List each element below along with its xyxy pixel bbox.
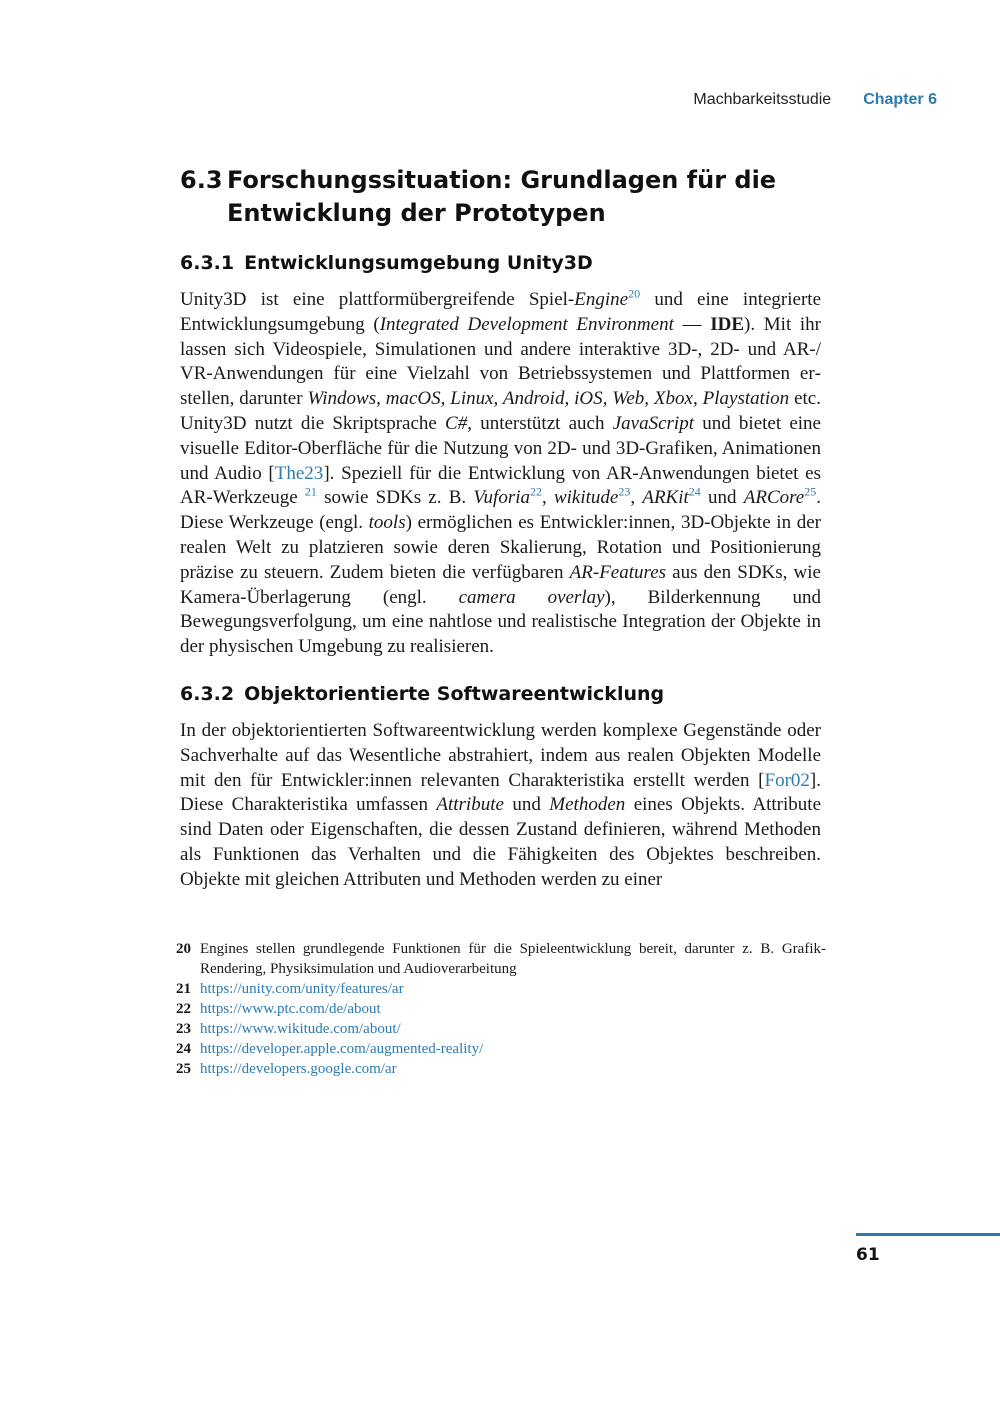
section-number: 6.3 bbox=[180, 166, 223, 194]
footnote-ref-21[interactable]: 21 bbox=[304, 485, 317, 500]
footnote-link-21[interactable]: https://unity.com/unity/features/ar bbox=[200, 981, 404, 997]
subsection-heading-632 bbox=[180, 681, 821, 707]
footnote-20: 20 Engines stellen grundlegende Funktionen für die Spieleentwicklung bereit, darunter z. B. Grafik-Rendering, Physiksimulation und Audioverarbeitung bbox=[176, 941, 826, 977]
footnote-ref-20[interactable]: 20 bbox=[628, 286, 641, 301]
footnote-25: 25 https://developers.google.com/ar bbox=[176, 1059, 826, 1079]
section-title-line2: Entwicklung der Prototypen bbox=[227, 199, 606, 227]
subsection-title: Entwicklungsumgebung Unity3D bbox=[244, 252, 593, 274]
header-section-title: Machbarkeitsstudie bbox=[693, 91, 832, 108]
citation-link-the23[interactable]: The23 bbox=[274, 462, 324, 484]
paragraph-unity3d: Unity3D ist eine plattformübergreifende Spiel-Engine$^{20}$ und eine integrierte Entwicklungsumgebung (Integrated Development Environment — IDE). Mit ihr lassen sich Videospiele, Simulationen und andere interaktive 3D-, 2D- und AR-/ VR-Anwendungen für eine Vielzahl von Betriebssystemen und Plattformen erstellen, darunter Windows, macOS, Linux, Android, iOS, Web, Xbox, Playstation etc. Unity3D nutzt die Skriptsprache C#, unterstützt auch JavaScript und bietet eine visuelle Editor-Oberfläche für die Nutzung von 2D- und 3D-Grafiken, Animationen und Audio [The23]. Speziell für die Entwicklung von AR-Anwendungen bietet es AR-Werkzeuge $^{21}$ sowie SDKs z. B. Vuforia$^{22}$, wikitude$^{23}$, ARKit$^{24}$ und ARCore$^{25}$. Diese Werkzeuge (engl. tools) ermöglichen es Entwickler:innen, 3D-Objekte in der realen Welt zu platzieren sowie deren Skalierung, Rotation und Positionierung präzise zu steuern. Zudem bieten die verfügbaren AR-Features aus den SDKs, wie Kamera-Überlagerung (engl. camera overlay), Bilderkennung und Bewegungsverfolgung, um eine nahtlose und realistische Integration der Objekte in der physischen Umgebung zu realisieren. bbox=[180, 286, 821, 658]
footnote-22: 22 https://www.ptc.com/de/about bbox=[176, 999, 826, 1019]
page-content bbox=[180, 164, 821, 893]
footnote-ref-24[interactable]: 24 bbox=[688, 485, 701, 500]
footnote-23: 23 https://www.wikitude.com/about/ bbox=[176, 1019, 826, 1039]
subsection-title: Objektorientierte Softwareentwicklung bbox=[244, 682, 665, 705]
footnote-ref-23[interactable]: 23 bbox=[618, 485, 631, 500]
footnote-link-23[interactable]: https://www.wikitude.com/about/ bbox=[200, 1021, 401, 1037]
footnote-link-22[interactable]: https://www.ptc.com/de/about bbox=[200, 1001, 381, 1017]
subsection-number: 6.3.1 bbox=[180, 252, 235, 274]
page-number: 61 bbox=[856, 1245, 880, 1265]
footnotes bbox=[176, 939, 826, 1079]
footer-rule bbox=[856, 1233, 1000, 1236]
subsection-heading-631 bbox=[180, 250, 821, 276]
running-header bbox=[693, 89, 937, 111]
section-heading bbox=[180, 164, 821, 230]
footnote-21: 21 https://unity.com/unity/features/ar bbox=[176, 979, 826, 999]
subsection-number: 6.3.2 bbox=[180, 682, 235, 705]
footnote-ref-25[interactable]: 25 bbox=[804, 485, 817, 500]
footnote-link-24[interactable]: https://developer.apple.com/augmented-reality/ bbox=[200, 1041, 484, 1057]
paragraph-oop: In der objektorientierten Softwareentwicklung werden komplexe Gegenstände oder Sachverhalte auf das Wesentliche abstrahiert, indem aus realen Objekten Modelle mit den für Entwickler:innen relevanten Charakteristika erstellt werden [For02]. Diese Charakteristika umfassen Attribute und Methoden eines Objekts. Attribute sind Daten oder Eigenschaften, die dessen Zustand definieren, während Methoden als Funktionen das Verhalten und die Fähigkeiten des Objektes beschreiben. Objekte mit gleichen Attributen und Methoden werden zu einer bbox=[180, 719, 822, 890]
header-chapter-label: Chapter 6 bbox=[863, 91, 937, 108]
footnote-link-25[interactable]: https://developers.google.com/ar bbox=[200, 1061, 397, 1077]
footnote-ref-22[interactable]: 22 bbox=[530, 485, 543, 500]
citation-link-for02[interactable]: For02 bbox=[764, 769, 810, 791]
footnote-24: 24 https://developer.apple.com/augmented-reality/ bbox=[176, 1039, 826, 1059]
section-title-line1: Forschungssituation: Grundlagen für die bbox=[227, 166, 777, 194]
